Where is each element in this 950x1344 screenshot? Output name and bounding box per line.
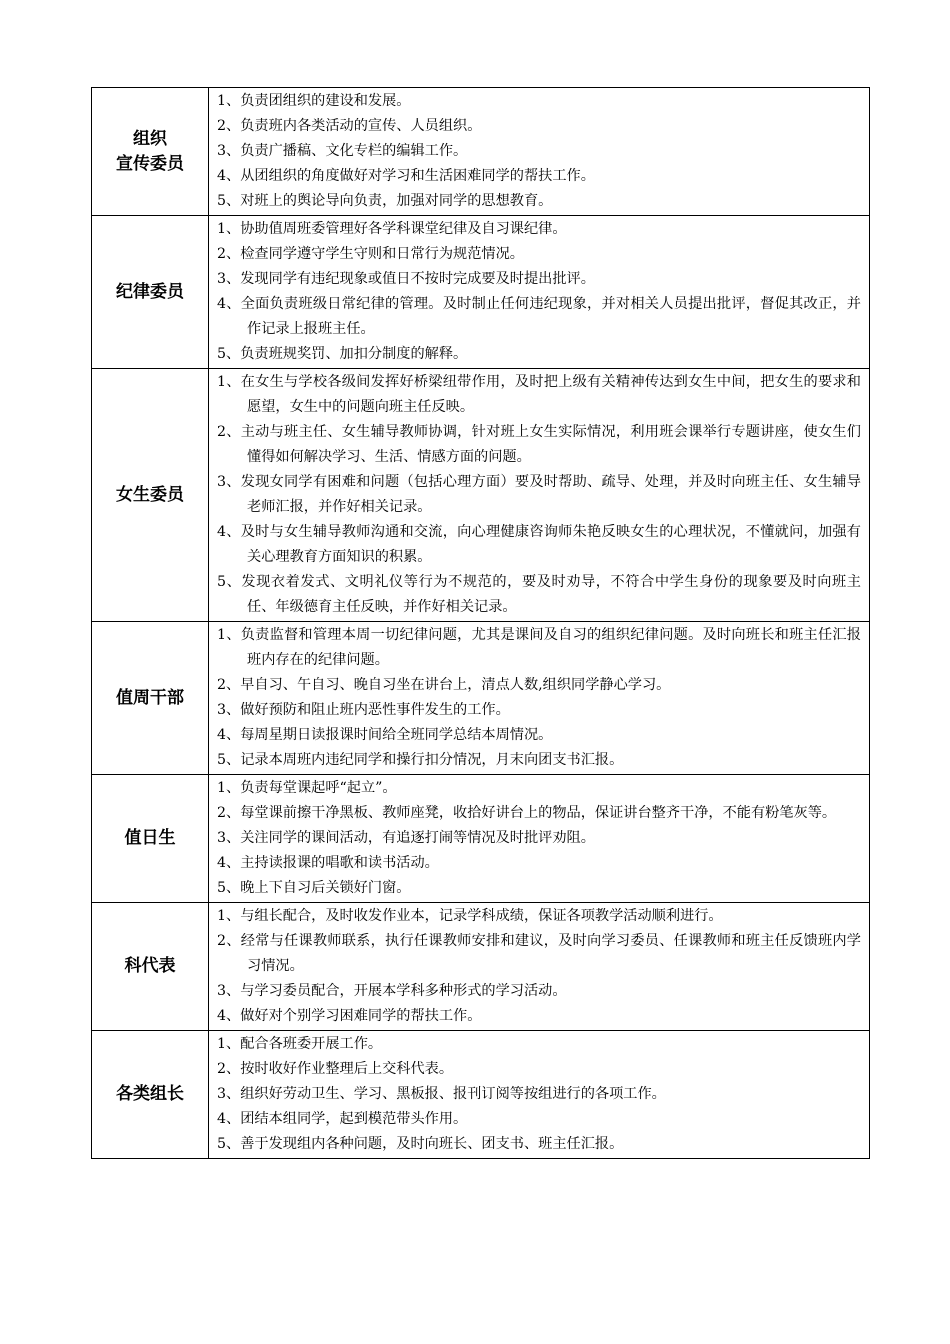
duty-item: 3、组织好劳动卫生、学习、黑板报、报刊订阅等按组进行的各项工作。 [217,1086,666,1102]
role-name-line: 各类组长 [116,1084,184,1104]
role-row-daily-duty [92,775,870,903]
duty-item: 1、配合各班委开展工作。 [217,1036,383,1052]
role-duties-cell [209,88,870,216]
duty-item: 1、负责团组织的建设和发展。 [217,93,411,109]
role-duties-cell [209,622,870,775]
role-duties-cell [209,903,870,1031]
duty-item: 2、早自习、午自习、晚自习坐在讲台上，清点人数,组织同学静心学习。 [217,677,671,693]
duty-item: 5、善于发现组内各种问题，及时向班长、团支书、班主任汇报。 [217,1136,624,1152]
duty-item: 4、做好对个别学习困难同学的帮扶工作。 [217,1008,482,1024]
role-name-cell [92,903,209,1031]
duty-item: 5、对班上的舆论导向负责，加强对同学的思想教育。 [217,193,553,209]
duty-item: 1、负责每堂课起呼“起立”。 [217,780,397,796]
role-duties-cell [209,775,870,903]
duty-item: 4、及时与女生辅导教师沟通和交流，向心理健康咨询师朱艳反映女生的心理状况，不懂就问，加强有关心理教育方面知识的积累。 [217,524,861,565]
role-duties-cell [209,369,870,622]
duty-item: 2、负责班内各类活动的宣传、人员组织。 [217,118,482,134]
role-name-cell [92,622,209,775]
duty-item: 2、经常与任课教师联系，执行任课教师安排和建议，及时向学习委员、任课教师和班主任反馈班内学习情况。 [217,933,861,974]
duty-item: 4、主持读报课的唱歌和读书活动。 [217,855,439,871]
role-name-cell [92,88,209,216]
role-name-line: 女生委员 [116,484,184,505]
role-row-weekly-duty [92,622,870,775]
role-name-cell [92,775,209,903]
role-row-discipline [92,216,870,369]
role-name-line: 宣传委员 [116,153,184,174]
role-name-cell [92,369,209,622]
role-duties-cell [209,1031,870,1159]
role-name-line: 值日生 [124,828,176,848]
role-name-cell [92,1031,209,1159]
duty-item: 3、负责广播稿、文化专栏的编辑工作。 [217,143,468,159]
duty-item: 5、负责班规奖罚、加扣分制度的解释。 [217,346,468,362]
duty-item: 5、晚上下自习后关锁好门窗。 [217,880,411,896]
role-row-organization-publicity [92,88,870,216]
role-row-girls-affairs [92,369,870,622]
duty-item: 3、发现女同学有困难和问题（包括心理方面）要及时帮助、疏导、处理，并及时向班主任、女生辅导老师汇报，并作好相关记录。 [217,474,861,515]
duty-item: 2、主动与班主任、女生辅导教师协调，针对班上女生实际情况，利用班会课举行专题讲座，使女生们懂得如何解决学习、生活、情感方面的问题。 [217,424,861,465]
duty-item: 2、检查同学遵守学生守则和日常行为规范情况。 [217,246,524,262]
duty-item: 5、记录本周班内违纪同学和操行扣分情况，月末向团支书汇报。 [217,752,624,768]
role-duties-cell [209,216,870,369]
duty-item: 4、全面负责班级日常纪律的管理。及时制止任何违纪现象，并对相关人员提出批评，督促其改正，并作记录上报班主任。 [217,296,861,337]
duty-item: 1、在女生与学校各级间发挥好桥梁纽带作用，及时把上级有关精神传达到女生中间，把女生的要求和愿望，女生中的问题向班主任反映。 [217,374,861,415]
duty-item: 4、团结本组同学，起到模范带头作用。 [217,1111,468,1127]
duties-table [91,87,870,1159]
role-name-cell [92,216,209,369]
duty-item: 3、发现同学有违纪现象或值日不按时完成要及时提出批评。 [217,271,595,287]
duty-item: 4、从团组织的角度做好对学习和生活困难同学的帮扶工作。 [217,168,595,184]
duty-item: 2、每堂课前擦干净黑板、教师座凳，收拾好讲台上的物品，保证讲台整齐干净，不能有粉笔灰等。 [217,805,837,821]
duty-item: 2、按时收好作业整理后上交科代表。 [217,1061,454,1077]
duty-item: 1、协助值周班委管理好各学科课堂纪律及自习课纪律。 [217,221,567,237]
role-name-line: 纪律委员 [116,281,184,302]
duties-table-body [92,88,870,1159]
duty-item: 5、发现衣着发式、文明礼仪等行为不规范的，要及时劝导，不符合中学生身份的现象要及时向班主任、年级德育主任反映，并作好相关记录。 [217,574,861,615]
duty-item: 3、做好预防和阻止班内恶性事件发生的工作。 [217,702,510,718]
role-row-group-leaders [92,1031,870,1159]
role-name-line: 科代表 [124,956,176,976]
role-row-subject-representative [92,903,870,1031]
duty-item: 1、负责监督和管理本周一切纪律问题，尤其是课间及自习的组织纪律问题。及时向班长和班主任汇报班内存在的纪律问题。 [217,627,861,668]
duty-item: 4、每周星期日读报课时间给全班同学总结本周情况。 [217,727,553,743]
role-name-line: 组织 [133,128,167,149]
duty-item: 1、与组长配合，及时收发作业本，记录学科成绩，保证各项教学活动顺利进行。 [217,908,723,924]
duty-item: 3、与学习委员配合，开展本学科多种形式的学习活动。 [217,983,567,999]
role-name-line: 值周干部 [116,687,184,708]
duty-item: 3、关注同学的课间活动，有追逐打闹等情况及时批评劝阻。 [217,830,595,846]
